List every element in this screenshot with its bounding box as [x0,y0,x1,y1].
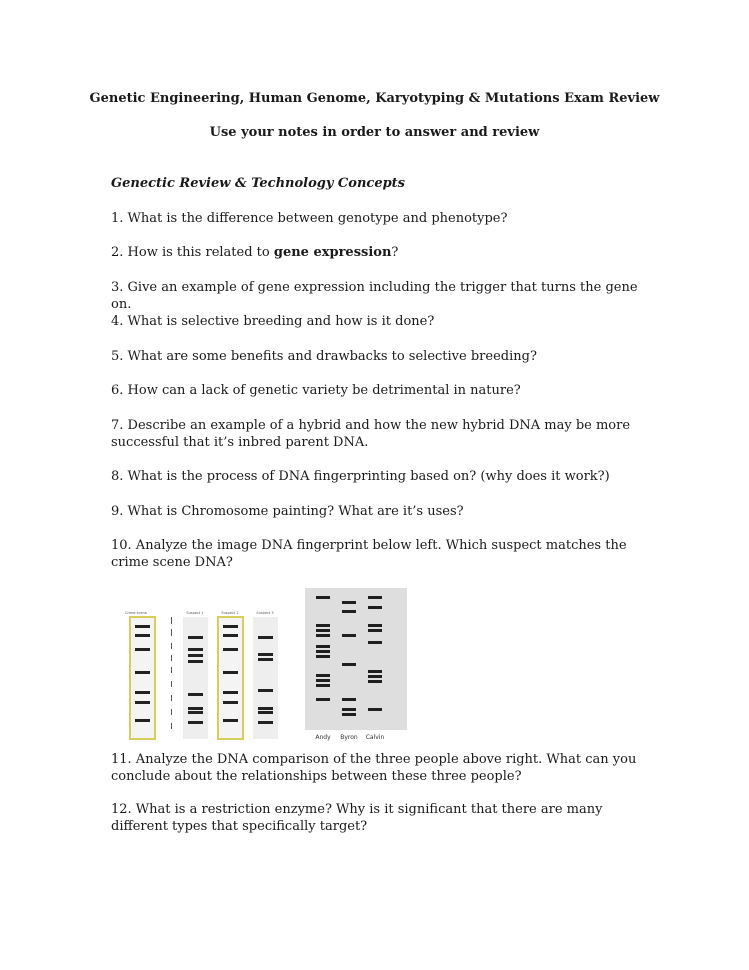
dna-fingerprint-figure [122,603,282,743]
question-2 [111,244,651,261]
question-1: 1. What is the difference between genotype and phenotype? [111,211,508,226]
suspect-1-lane [183,617,208,739]
question-6: 6. How can a lack of genetic variety be detrimental in nature? [111,383,521,398]
lane-label-andy: Andy [315,734,331,741]
lane-label-byron: Byron [340,734,358,741]
question-8: 8. What is the process of DNA fingerprinting based on? (why does it work?) [111,469,610,484]
lane-label-suspect-1: Suspect 1 [186,611,204,615]
question-12: 12. What is a restriction enzyme? Why is it significant that there are many different types that specifically target? [111,802,603,834]
question-2-end: ? [391,245,399,260]
question-11: 11. Analyze the DNA comparison of the three people above right. What can you conclude about the relationships between these three people? [111,752,637,784]
question-7: 7. Describe an example of a hybrid and how the new hybrid DNA may be more successful that it’s inbred parent DNA. [111,418,631,450]
question-2-bold-term: gene expression [273,245,392,260]
document-title: Genetic Engineering, Human Genome, Karyotyping & Mutations Exam Review [89,91,660,106]
lane-label-suspect-3: Suspect 3 [256,611,274,615]
dna-comparison-figure [305,588,407,743]
ladder-bands [171,617,172,729]
question-9: 9. What is Chromosome painting? What are it’s uses? [111,504,464,519]
lane-label-calvin: Calvin [365,734,385,741]
document-subtitle: Use your notes in order to answer and review [209,125,540,140]
section-heading: Genectic Review & Technology Concepts [111,176,406,191]
lane-label-suspect-2: Suspect 2 [221,611,239,615]
question-2-text: 2. How is this related to [111,245,274,260]
question-4: 4. What is selective breeding and how is it done? [111,314,435,329]
question-5: 5. What are some benefits and drawbacks to selective breeding? [111,349,537,364]
lane-label-crime-scene: Crime scene [125,611,147,615]
suspect-3-lane [253,617,278,739]
question-3: 3. Give an example of gene expression including the trigger that turns the gene on. [111,280,638,312]
question-10: 10. Analyze the image DNA fingerprint below left. Which suspect matches the crime scene DNA? [111,538,627,570]
